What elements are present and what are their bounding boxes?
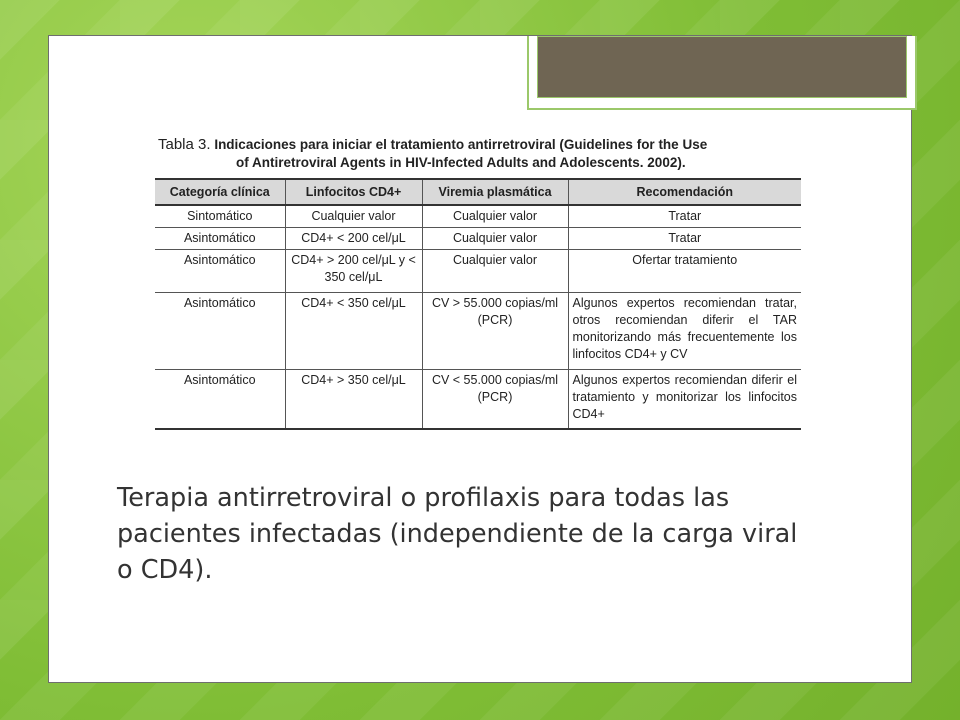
table-caption-line2: of Antiretroviral Agents in HIV-Infected Adults and Adolescents. 2002).	[236, 155, 686, 170]
cell-categoria: Sintomático	[155, 205, 285, 228]
table-row	[155, 293, 801, 370]
cell-viremia: Cualquier valor	[422, 228, 568, 250]
cell-linfocitos: CD4+ < 350 cel/μL	[285, 293, 422, 370]
corner-decoration-box	[537, 36, 907, 98]
table-caption	[158, 136, 808, 172]
table-header-row	[155, 179, 801, 205]
cell-viremia: CV > 55.000 copias/ml (PCR)	[422, 293, 568, 370]
table-row	[155, 370, 801, 430]
cell-linfocitos: CD4+ > 200 cel/μL y < 350 cel/μL	[285, 250, 422, 293]
table-caption-line1: Indicaciones para iniciar el tratamiento antirretroviral (Guidelines for the Use	[214, 137, 708, 152]
cell-recomendacion: Algunos expertos recomiendan tratar, otros recomiendan diferir el TAR monitorizando más frecuentemente los linfocitos CD4+ y CV	[568, 293, 801, 370]
cell-linfocitos: CD4+ < 200 cel/μL	[285, 228, 422, 250]
cell-categoria: Asintomático	[155, 228, 285, 250]
cell-categoria: Asintomático	[155, 250, 285, 293]
corner-decoration	[527, 36, 917, 110]
table-row	[155, 205, 801, 228]
header-viremia: Viremia plasmática	[422, 179, 568, 205]
guidelines-table	[155, 178, 801, 430]
header-recomendacion: Recomendación	[568, 179, 801, 205]
cell-linfocitos: Cualquier valor	[285, 205, 422, 228]
table-row	[155, 250, 801, 293]
cell-categoria: Asintomático	[155, 370, 285, 430]
header-linfocitos: Linfocitos CD4+	[285, 179, 422, 205]
cell-recomendacion: Ofertar tratamiento	[568, 250, 801, 293]
table-caption-label: Tabla 3.	[158, 136, 211, 153]
cell-recomendacion: Tratar	[568, 228, 801, 250]
cell-viremia: Cualquier valor	[422, 205, 568, 228]
cell-viremia: Cualquier valor	[422, 250, 568, 293]
table-row	[155, 228, 801, 250]
cell-categoria: Asintomático	[155, 293, 285, 370]
cell-viremia: CV < 55.000 copias/ml (PCR)	[422, 370, 568, 430]
slide-body-text: Terapia antirretroviral o profilaxis para todas las pacientes infectadas (independiente de la carga viral o CD4).	[117, 483, 798, 585]
cell-recomendacion: Algunos expertos recomiendan diferir el tratamiento y monitorizar los linfocitos CD4+	[568, 370, 801, 430]
header-categoria: Categoría clínica	[155, 179, 285, 205]
cell-recomendacion: Tratar	[568, 205, 801, 228]
cell-linfocitos: CD4+ > 350 cel/μL	[285, 370, 422, 430]
